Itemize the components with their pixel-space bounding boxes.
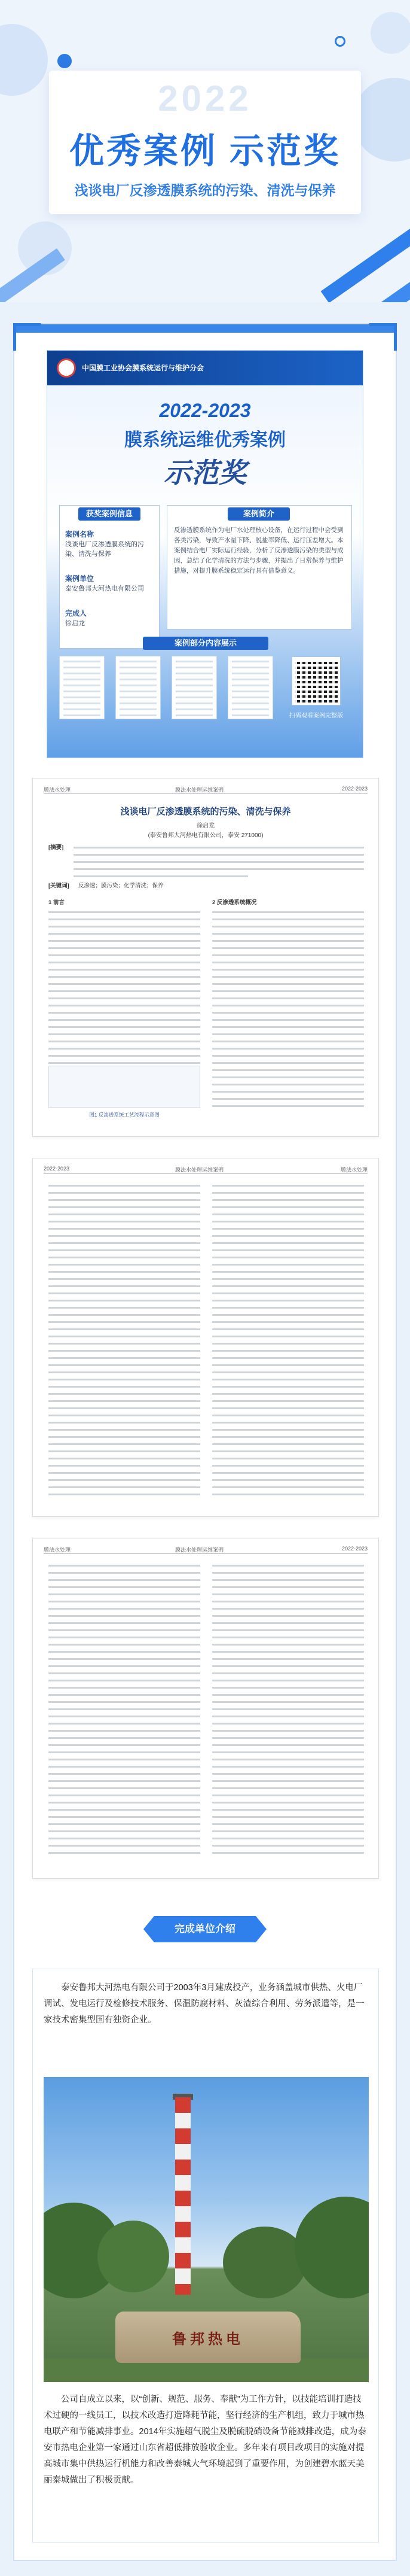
document-page-1 <box>32 778 379 1137</box>
section-ribbon: 完成单位介绍 <box>154 1916 256 1942</box>
running-header-center: 膜法水处理运维案例 <box>175 1167 224 1173</box>
engraved-stone <box>115 2312 301 2363</box>
frame-corner <box>369 323 397 351</box>
page-title: 优秀案例 示范奖 <box>69 132 341 171</box>
showcase-page-thumb[interactable] <box>172 656 217 719</box>
case-info-tag: 获奖案例信息 <box>78 507 140 521</box>
body-text-col-right <box>212 911 364 1112</box>
document-page-3 <box>32 1538 379 1879</box>
case-name-value: 浅谈电厂反渗透膜系统的污染、清洗与保养 <box>65 541 144 558</box>
section-heading: 1 前言 <box>48 899 65 906</box>
running-header-left: 膜法水处理 <box>44 1547 71 1553</box>
unit-intro-text: 泰安鲁邦大河热电有限公司于2003年3月建成投产，业务涵盖城市供热、火电厂调试、发电运行及检修技术服务、保温防腐材料、灰渣综合利用、劳务派遣等，是一家技术密集型国有独资企业。 <box>44 1983 365 2025</box>
poster-award: 示范奖 <box>164 457 246 489</box>
running-header-right: 2022-2023 <box>341 1546 368 1552</box>
section-heading: 2 反渗透系统概况 <box>212 899 257 906</box>
poster-year: 2022-2023 <box>159 400 251 421</box>
tree <box>295 2197 369 2298</box>
showcase-page-thumb[interactable] <box>59 656 105 719</box>
year-watermark: 2022 <box>158 78 252 118</box>
unit-history-text: 公司自成立以来，以“创新、规范、服务、奉献”为工作方针，以技能培训打造技术过硬的一线员工，以技术改造打造降耗节能，坚行经济的生产机组，致力于城市热电联产和节能减排事业。2014年实施超气脱尘及脱硫脱硝设备节能减排改造，成为泰安市热电企业第一家通过山东省超低排放验收企业。多年来有项目改项目的实施对提高城市集中供热运行机能力和改善泰城大气环境起到了重要作用，为创建碧水蓝天美丽泰城做出了积极贡献。 <box>44 2395 366 2485</box>
plant-photo[interactable] <box>44 2077 369 2382</box>
stone-inscription: 鲁邦热电 <box>172 2330 244 2347</box>
tree <box>223 2227 307 2298</box>
body-text-col-left <box>48 1185 200 1501</box>
decor-dot <box>57 54 72 68</box>
case-summary-text: 反渗透膜系统作为电厂水处理核心设备，在运行过程中会受到各类污染，导致产水量下降、脱盐率降低、运行压差增大。本案例结合电厂实际运行经验，分析了反渗透膜污染的类型与成因，总结了化学清洗的方法与步骤，并提出了日常保养与维护措施，对提升膜系统稳定运行具有借鉴意义。 <box>174 527 344 574</box>
running-header-right: 膜法水处理 <box>340 1167 368 1173</box>
case-unit-label: 案例单位 <box>65 574 94 583</box>
case-unit-value: 泰安鲁邦大河热电有限公司 <box>65 585 144 592</box>
qr-caption: 扫码观看案例完整版 <box>289 713 343 719</box>
abstract-text <box>74 847 364 883</box>
process-figure <box>48 1066 200 1108</box>
unit-intro-card <box>32 1969 379 2543</box>
showcase-page-thumb[interactable] <box>115 656 161 719</box>
poster-org: 中国膜工业协会膜系统运行与维护分会 <box>82 364 204 372</box>
frame-top-bar <box>14 324 396 333</box>
showcase-tag: 案例部分内容展示 <box>143 637 268 650</box>
header-banner <box>0 0 410 302</box>
running-header-left: 2022-2023 <box>44 1166 70 1172</box>
abstract-label: [摘要] <box>48 844 64 851</box>
tree <box>97 2221 169 2292</box>
case-author-value: 徐启龙 <box>65 620 85 627</box>
running-header-center: 膜法水处理运维案例 <box>175 1547 224 1553</box>
body-text-col-left <box>48 1565 200 1859</box>
case-summary-tag: 案例简介 <box>228 507 290 521</box>
frame-corner <box>13 323 41 351</box>
body-text-col-right <box>212 1185 364 1501</box>
association-logo-icon <box>57 358 76 378</box>
figure-caption: 图1 反渗透系统工艺流程示意图 <box>89 1112 160 1118</box>
qr-code-icon[interactable] <box>292 657 340 705</box>
chimney <box>175 2097 191 2295</box>
running-header-center: 膜法水处理运维案例 <box>175 787 224 793</box>
running-header <box>44 784 368 794</box>
case-author-label: 完成人 <box>65 609 87 618</box>
document-unit-line: (泰安鲁邦大河热电有限公司，泰安 271000) <box>148 832 264 839</box>
running-header <box>44 1164 368 1174</box>
showcase-page-thumb[interactable] <box>228 656 273 719</box>
running-header <box>44 1544 368 1554</box>
decor-stripe <box>321 202 410 302</box>
document-title: 浅谈电厂反渗透膜系统的污染、清洗与保养 <box>120 807 291 817</box>
decor-circle <box>371 12 410 54</box>
document-page-2 <box>32 1158 379 1517</box>
page-subtitle: 浅谈电厂反渗透膜系统的污染、清洗与保养 <box>74 183 336 198</box>
decor-ring <box>335 36 345 47</box>
body-text-col-right <box>212 1565 364 1859</box>
document-author: 徐启龙 <box>197 823 215 829</box>
award-poster[interactable] <box>47 350 363 758</box>
case-name-label: 案例名称 <box>65 530 94 539</box>
poster-title: 膜系统运维优秀案例 <box>124 430 286 450</box>
running-header-right: 2022-2023 <box>341 786 368 792</box>
running-header-left: 膜法水处理 <box>44 787 71 793</box>
keywords-text: 反渗透；膜污染；化学清洗；保养 <box>78 883 164 889</box>
keywords-label: [关键词] <box>48 883 69 889</box>
